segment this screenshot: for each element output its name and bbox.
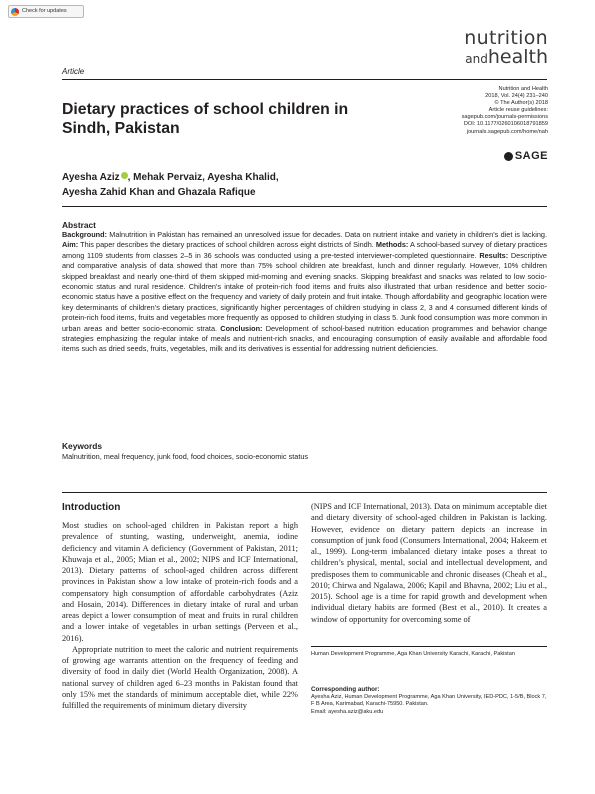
abstract-aim: This paper describes the dietary practices of school children across eight districts of Sindh. xyxy=(78,240,376,250)
abstract-results: Descriptive and comparative analysis of data showed that more than 75% school children ate breakfast, lunch and dinner regularly. However, 10% children skipped breakfast and nearly one-third of them skipped mid-morning and evening snacks. Skipping breakfast and snacks was related to low socio-economic status and rural residence. Children’s intake of protein-rich food items and fruits also illustrated that urban residence and better socio-economic status have a positive effect on the frequency and variety of daily protein and fruit intake. Though affordability and geographic location were key determinants of children’s dietary practices, significantly higher percentages of children studying in class 2, 3 and 4 consumed different kinds of protein-rich food items, fruits and vegetables more frequently as opposed to children studying in class 5. Junk food consumption was more common in urban areas and better socio-economic strata. xyxy=(62,250,547,333)
abstract-rule xyxy=(62,206,547,207)
abstract-methods: A school-based survey of dietary practices among 1109 students from classes 2–5 in 36 schools was conducted using a pre-tested interviewer-completed questionnaire. xyxy=(62,240,547,260)
author-rest: , Mehak Pervaiz, Ayesha Khalid, xyxy=(127,172,279,183)
footnote-rule xyxy=(311,646,547,647)
intro-paragraph-2: Appropriate nutrition to meet the caloric and nutrient requirements of growing age warrants attention on the frequency of feeding and diversity of food in daily diet (World Health Organization, 2008). A national survey of children aged 6–23 months in Pakistan found that only 15% met the standards of minimum acceptable diet, while 22% fulfilled the requirements of minimum dietary diversity xyxy=(62,644,298,710)
abstract-results-label: Results: xyxy=(479,250,509,260)
abstract-background-label: Background: xyxy=(62,230,107,239)
intro-paragraph-1: Most studies on school-aged children in Pakistan report a high prevalence of stunting, wasting, underweight, anemia, iodine deficiency and vitamin A deficiency (Government of Pakistan, 2011; Khuwaja et al., 2005; Mian et al., 2002; NIPS and ICF International, 2013). Dietary patterns of school-aged children across different provinces in Pakistan show a low intake of protein-rich foods and a compensatory high consumption of affordable carbohydrates (Aziz and Hosain, 2014). Differences in dietary intake of rural and urban areas depict a lower consumption of meat and fruits in rural children and a lower intake of vegetables in urban settings (Perveen et al., 2016). xyxy=(62,521,298,643)
affiliation-note: Human Development Programme, Aga Khan University Karachi, Karachi, Pakistan xyxy=(311,651,515,657)
journal-name-and: and xyxy=(465,52,488,66)
abstract-conclusion-label: Conclusion: xyxy=(220,323,263,333)
journal-name-line2 xyxy=(464,48,548,69)
meta-journal: Nutrition and Health xyxy=(498,86,548,92)
publisher-name: SAGE xyxy=(514,150,548,162)
article-title: Dietary practices of school children in Sindh, Pakistan xyxy=(62,101,349,137)
meta-doi-link[interactable]: DOI: 10.1177/0260106018791859 xyxy=(463,121,548,128)
keywords-heading: Keywords xyxy=(62,441,103,451)
meta-reuse: Article reuse guidelines: xyxy=(488,107,548,114)
crossmark-icon xyxy=(11,8,19,16)
meta-permissions-link[interactable]: sagepub.com/journals-permissions xyxy=(461,114,548,121)
corresponding-author-email[interactable]: Email: ayesha.aziz@aku.edu xyxy=(311,708,384,715)
abstract-methods-label: Methods: xyxy=(375,240,409,250)
journal-name-health: health xyxy=(487,46,548,68)
corresponding-author-heading: Corresponding author: xyxy=(311,686,380,693)
abstract-aim-label: Aim: xyxy=(62,240,79,250)
journal-name-line1: nutrition xyxy=(464,27,548,49)
publisher-logo xyxy=(504,150,548,162)
abstract-background: Malnutrition in Pakistan has remained an unresolved issue for decades. Data on nutrient intake and variety in children’s diet is lacking. xyxy=(107,230,547,239)
check-for-updates-label: Check for updates xyxy=(22,8,67,14)
intro-paragraph-continued: (NIPS and ICF International, 2013). Data on minimum acceptable diet and dietary diversity of school-aged children in Pakistan is lacking. However, evidence on dietary pattern depicts an increase in consumption of junk food (Consumers International, 2004; Hakeem et al., 1999). Long-term imbalanced dietary intake poses a threat to children’s physical, mental, social and intellectual development, and predisposes them to communicable and chronic diseases (Cheah et al., 2010; Chirwa and Ngalawa, 2006; Kapil and Bhavna, 2002; Liu et al., 2015). School age is a time for rapid growth and development when individual dietary habits are formed (Best et al., 2010). It creates a window of opportunity for overcoming some of xyxy=(311,502,547,624)
body-column-right xyxy=(311,501,547,625)
corresponding-author-address: Ayesha Aziz, Human Development Programme, Aga Khan University, IED-PDC, 1-5/B, Block 7, F B Area, Karimabad, Karachi-75950. Pakistan. xyxy=(311,694,547,708)
abstract-conclusion: Development of school-based nutrition education programmes and behavior change strategies emphasizing the regular intake of meals and nutrient-rich snacks, and encouraging consumption of easily available and affordable food items such as dried seeds, fruits, vegetables, milk and its derivatives is essential for addressing nutrient deficiencies. xyxy=(62,323,547,354)
author-line2: Ayesha Zahid Khan and Ghazala Rafique xyxy=(62,187,256,198)
meta-copyright: © The Author(s) 2018 xyxy=(494,100,548,107)
body-column-left xyxy=(62,520,298,711)
abstract-body xyxy=(62,230,547,355)
corresponding-author-details xyxy=(311,694,547,716)
body-rule xyxy=(62,492,547,493)
abstract-heading: Abstract xyxy=(62,220,96,230)
keywords-list: Malnutrition, meal frequency, junk food, food choices, socio-economic status xyxy=(62,452,309,461)
meta-volume: 2018, Vol. 24(4) 231–240 xyxy=(485,93,548,100)
orcid-icon[interactable] xyxy=(121,172,128,179)
meta-journal-link[interactable]: journals.sagepub.com/home/nah xyxy=(466,128,548,135)
author-first: Ayesha Aziz xyxy=(62,172,120,183)
header-rule xyxy=(62,79,547,80)
author-list xyxy=(62,170,362,200)
sage-icon xyxy=(504,152,513,161)
journal-logo xyxy=(464,28,548,69)
check-for-updates-badge[interactable] xyxy=(8,5,84,18)
journal-meta xyxy=(462,86,548,136)
introduction-heading: Introduction xyxy=(62,502,121,513)
article-type-label: Article xyxy=(62,67,85,76)
